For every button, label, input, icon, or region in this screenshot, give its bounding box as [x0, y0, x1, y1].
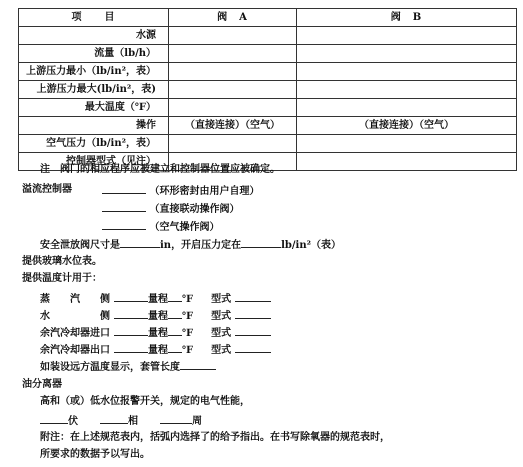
row-label: 上游压力最小（lb/in²，表）	[19, 63, 169, 81]
type-label: 型式	[211, 345, 232, 356]
unit-label: ℉	[182, 328, 194, 339]
valve-b-cell[interactable]	[297, 63, 517, 81]
thermometer-row	[40, 342, 271, 357]
table-row	[19, 63, 517, 81]
appendix-line-2: 所要求的数据予以写出。	[40, 449, 150, 460]
alarm-text: 高和（或）低水位报警开关，规定的电气性能，	[40, 396, 250, 407]
table-row	[19, 81, 517, 99]
valve-b-cell[interactable]	[297, 99, 517, 117]
overflow-option-label: （空气操作阀）	[149, 222, 220, 233]
valve-a-cell[interactable]: （直接连接）（空气）	[169, 117, 297, 135]
glass-gauge-text: 提供玻璃水位表。	[22, 256, 102, 267]
valve-a-cell[interactable]	[169, 45, 297, 63]
overflow-option-label: （环形密封由用户自理）	[149, 186, 260, 197]
table-row	[19, 99, 517, 117]
blank-field[interactable]	[241, 237, 281, 248]
thermometer-item: 水 侧	[40, 311, 110, 322]
range-label: 量程	[148, 328, 168, 339]
valve-a-cell[interactable]	[169, 81, 297, 99]
header-valve-a: 阀 A	[169, 9, 297, 27]
note-text: 注 阀门的相应程序应被建立和控制器位置应被确定。	[40, 164, 280, 175]
blank-field[interactable]	[40, 413, 68, 424]
blank-field[interactable]	[102, 201, 146, 212]
table-header-row	[19, 9, 517, 27]
remote-temp-label: 如装设远方温度显示，套管长度	[40, 362, 180, 373]
valve-a-cell[interactable]	[169, 27, 297, 45]
blank-field[interactable]	[114, 342, 148, 353]
blank-field[interactable]	[168, 342, 182, 353]
blank-field[interactable]	[100, 413, 128, 424]
range-label: 量程	[148, 294, 168, 305]
blank-field[interactable]	[235, 342, 271, 353]
overflow-option	[102, 219, 219, 234]
type-label: 型式	[211, 311, 232, 322]
valve-b-cell[interactable]	[297, 27, 517, 45]
blank-field[interactable]	[235, 308, 271, 319]
blank-field[interactable]	[235, 325, 271, 336]
spec-table	[18, 8, 517, 171]
unit-label: ℉	[182, 311, 194, 322]
thermometer-row	[40, 291, 271, 306]
row-label: 空气压力（lb/in²，表）	[19, 135, 169, 153]
safety-valve-line	[40, 237, 341, 252]
blank-field[interactable]	[168, 325, 182, 336]
row-label: 水源	[19, 27, 169, 45]
thermometer-title: 提供温度计用于：	[22, 273, 102, 284]
overflow-title: 溢流控制器	[22, 184, 72, 195]
valve-a-cell[interactable]	[169, 99, 297, 117]
overflow-option	[102, 183, 259, 198]
valve-a-cell[interactable]	[169, 63, 297, 81]
range-label: 量程	[148, 345, 168, 356]
overflow-option	[102, 201, 239, 216]
valve-b-cell[interactable]: （直接连接）（空气）	[297, 117, 517, 135]
blank-field[interactable]	[114, 325, 148, 336]
table-row	[19, 27, 517, 45]
phase-label: 相	[128, 416, 138, 427]
header-item: 项 目	[19, 9, 169, 27]
electrical-line	[40, 413, 202, 428]
thermometer-item: 余汽冷却器出口	[40, 345, 110, 356]
row-label: 最大温度（℉）	[19, 99, 169, 117]
table-row	[19, 117, 517, 135]
valve-b-cell[interactable]	[297, 135, 517, 153]
unit-label: ℉	[182, 345, 194, 356]
appendix-line-1: 附注：在上述规范表内，括弧内选择了的给予指出。在书写除氧器的规范表时，	[40, 432, 390, 443]
valve-b-cell[interactable]	[297, 45, 517, 63]
range-label: 量程	[148, 311, 168, 322]
volt-label: 伏	[68, 416, 78, 427]
safety-valve-unit: in，开启压力定在	[160, 240, 242, 251]
valve-a-cell[interactable]	[169, 135, 297, 153]
blank-field[interactable]	[120, 237, 160, 248]
separator-title: 油分离器	[22, 379, 62, 390]
blank-field[interactable]	[102, 183, 146, 194]
header-valve-b: 阀 B	[297, 9, 517, 27]
blank-field[interactable]	[168, 291, 182, 302]
blank-field[interactable]	[180, 359, 216, 370]
type-label: 型式	[211, 328, 232, 339]
blank-field[interactable]	[102, 219, 146, 230]
table-row	[19, 135, 517, 153]
safety-valve-unit: lb/in²（表）	[281, 240, 341, 251]
thermometer-item: 余汽冷却器进口	[40, 328, 110, 339]
row-label: 控制器型式（见注）	[19, 153, 169, 171]
thermometer-row	[40, 308, 271, 323]
blank-field[interactable]	[168, 308, 182, 319]
blank-field[interactable]	[235, 291, 271, 302]
type-label: 型式	[211, 294, 232, 305]
valve-b-cell[interactable]	[297, 81, 517, 99]
thermometer-row	[40, 325, 271, 340]
row-label: 上游压力最大(lb/in²，表)	[19, 81, 169, 99]
cycle-label: 周	[192, 416, 202, 427]
row-label: 操作	[19, 117, 169, 135]
blank-field[interactable]	[114, 291, 148, 302]
thermometer-item: 蒸 汽 侧	[40, 294, 110, 305]
unit-label: ℉	[182, 294, 194, 305]
row-label: 流量（lb/h）	[19, 45, 169, 63]
remote-temp-line	[40, 359, 216, 374]
table-row	[19, 45, 517, 63]
overflow-option-label: （直接联动操作阀）	[149, 204, 240, 215]
blank-field[interactable]	[160, 413, 192, 424]
safety-valve-prefix: 安全泄放阀尺寸是	[40, 240, 120, 251]
valve-b-cell[interactable]	[297, 153, 517, 171]
blank-field[interactable]	[114, 308, 148, 319]
